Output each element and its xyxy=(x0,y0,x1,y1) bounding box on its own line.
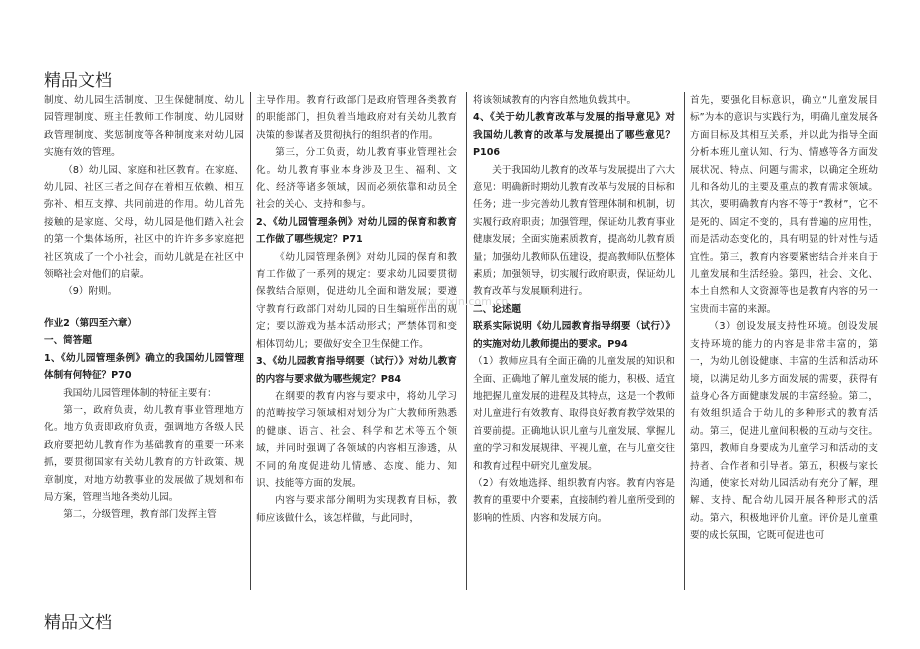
paragraph: 主导作用。教育行政部门是政府管理各类教育的职能部门，担负着当地政府对有关幼儿教育决策的参谋者及贯彻执行的组织者的作用。 xyxy=(256,95,457,141)
paragraph: （9）附则。 xyxy=(63,286,118,298)
section-heading: 作业2（第四至六章） xyxy=(44,317,138,329)
column-2 xyxy=(256,92,457,590)
paragraph: 在纲要的教育内容与要求中，将幼儿学习的范畴按学习领域相对划分为广大教师所熟悉的健康、语言、社会、科学和艺术等五个领域，并同时强调了各领域的内容相互渗透，从不同的角度促进幼儿情感、态度、能力、知识、技能等方面的发展。 xyxy=(256,390,457,489)
paragraph: 内容与要求部分阐明为实现教育目标，教师应该做什么，该怎样做，与此同时， xyxy=(256,495,457,524)
paragraph: （2）有效地选择、组织教育内容。教育内容是教育的重要中介要素，直接制约着儿童所受到的影响的性质、内容和发展方向。 xyxy=(473,477,675,524)
question-heading: 4、《关于幼儿教育改革与发展的指导意见》对我国幼儿教育的改革与发展提出了哪些意见？P106 xyxy=(473,112,675,159)
column-divider xyxy=(684,92,685,590)
paragraph: （1）教师应具有全面正确的儿童发展的知识和全面、正确地了解儿童发展的能力，积极、适宜地把握儿童发展的进程及其特点，这是一个教师对儿童进行有效教育、取得良好教育教学效果的首要前提。正确地认识儿童与儿童发展、掌握儿童的学习和发展规律、平视儿童，在与儿童交往和教育过程中研究儿童发展。 xyxy=(473,356,675,472)
paragraph: 制度、幼儿园生活制度、卫生保健制度、幼儿园管理制度、班主任教师工作制度、幼儿园财政管理制度、奖惩制度等各种制度来对幼儿园实施有效的管理。 xyxy=(44,95,244,159)
question-heading: 3、《幼儿园教育指导纲要（试行）》对幼儿教育的内容与要求做为哪些规定？P84 xyxy=(256,356,457,385)
paragraph: （8）幼儿园、家庭和社区教育。在家庭、幼儿园、社区三者之间存在着相互依赖、相互弥补、相互支撑、共同前进的作用。幼儿首先接触的是家庭、父母，幼儿园是他们踏入社会的第一个集体场所，社区中的许许多多家庭把社区筑成了一个小社会，而幼儿就是在社区中领略社会对他们的启蒙。 xyxy=(44,164,244,281)
paragraph: 《幼儿园管理条例》对幼儿园的保育和教育工作做了一系列的规定：要求幼儿园要贯彻保教结合原则，促进幼儿全面和谐发展；要遵守教育行政部门对幼儿园的日生编班作出的规定；要以游戏为基本活动形式；严禁体罚和变相体罚幼儿；要做好安全卫生保健工作。 xyxy=(256,251,457,350)
column-1 xyxy=(44,92,244,590)
paragraph: 将该领域教育的内容自然地负载其中。 xyxy=(473,95,637,106)
paragraph: 第二，分级管理，教育部门发挥主管 xyxy=(63,509,217,521)
paragraph: 我国幼儿园管理体制的特征主要有： xyxy=(63,387,217,399)
paragraph: 首先，要强化目标意识，确立“儿童发展目标”为本的意识与实践行为，明确儿童发展各方面目标及其相互关系，并以此为指导全面分析本班儿童认知、行为、情感等各方面发展状况、特点、问题与需求，以确定全班幼儿和各幼儿的主要及重点的教育需求领域。其次，要明确教育内容不等于“教材”，它不是死的、固定不变的，具有普遍的应用性，而是活动态变化的，具有明显的针对性与适宜性。第三，教育内容要紧密结合并来自于儿童发展和生活经验。第四，社会、文化、本土自然和人文资源等也是教育内容的另一宝贵而丰富的来源。 xyxy=(690,95,878,315)
question-heading: 1、《幼儿园管理条例》确立的我国幼儿园管理体制有何特征？P70 xyxy=(44,352,244,382)
column-4 xyxy=(690,92,878,590)
section-heading: 二、论述题 xyxy=(473,303,521,315)
column-3 xyxy=(473,92,675,590)
watermark: www.zixin.com.cn xyxy=(410,295,509,308)
column-divider xyxy=(466,92,467,590)
paragraph: （3）创设发展支持性环境。创设发展支持环境的能力的内容是非常丰富的，第一，为幼儿创设健康、丰富的生活和活动环境，以满足幼儿多方面发展的需要，获得有益身心各方面健康发展的丰富经验。第二，有效组织适合于幼儿的多种形式的教育活动。第三，促进儿童间积极的互动与交往。第四，教师自身要成为儿童学习和活动的支持者、合作者和引导者。第五，积极与家长沟通，使家长对幼儿园活动有充分了解，理解、支持、配合幼儿园开展各种形式的活动。第六，积极地评价儿童。评价是儿童重要的成长氛围，它既可促进也可 xyxy=(690,321,878,542)
column-divider xyxy=(250,92,251,590)
page-header: 精品文档 xyxy=(44,71,112,91)
paragraph: 第三，分工负责，幼儿教育事业管理社会化。幼儿教育事业本身涉及卫生、福利、文化、经济等诸多领域，因而必须依靠和动员全社会的关心、支持和参与。 xyxy=(256,147,457,211)
question-heading: 2、《幼儿园管理条例》对幼儿园的保育和教育工作做了哪些规定？P71 xyxy=(256,216,457,246)
page-footer: 精品文档 xyxy=(44,613,112,633)
section-heading: 一、简答题 xyxy=(44,335,92,347)
paragraph: 关于我国幼儿教育的改革与发展提出了六大意见：明确新时期幼儿教育改革与发展的目标和任务；进一步完善幼儿教育管理体制和机制，切实履行政府职责；加强管理，保证幼儿教育事业健康发展；全面实施素质教育，提高幼儿教育质量；加强幼儿教师队伍建设，提高教师队伍整体素质；加强领导，切实履行政府职责，保证幼儿教育改革与发展顺利进行。 xyxy=(473,164,675,298)
question-heading: 联系实际说明《幼儿园教育指导纲要（试行）》的实施对幼儿教师提出的要求。P94 xyxy=(473,321,675,350)
paragraph: 第一，政府负责，幼儿教育事业管理地方化。地方负责即政府负责，强调地方各级人民政府要把幼儿教育作为基础教育的重要一环来抓，要贯彻国家有关幼儿教育的方针政策、规章制度，对地方幼教事业的发展做了规划和布局方案，管理当地各类幼儿园。 xyxy=(44,404,244,503)
